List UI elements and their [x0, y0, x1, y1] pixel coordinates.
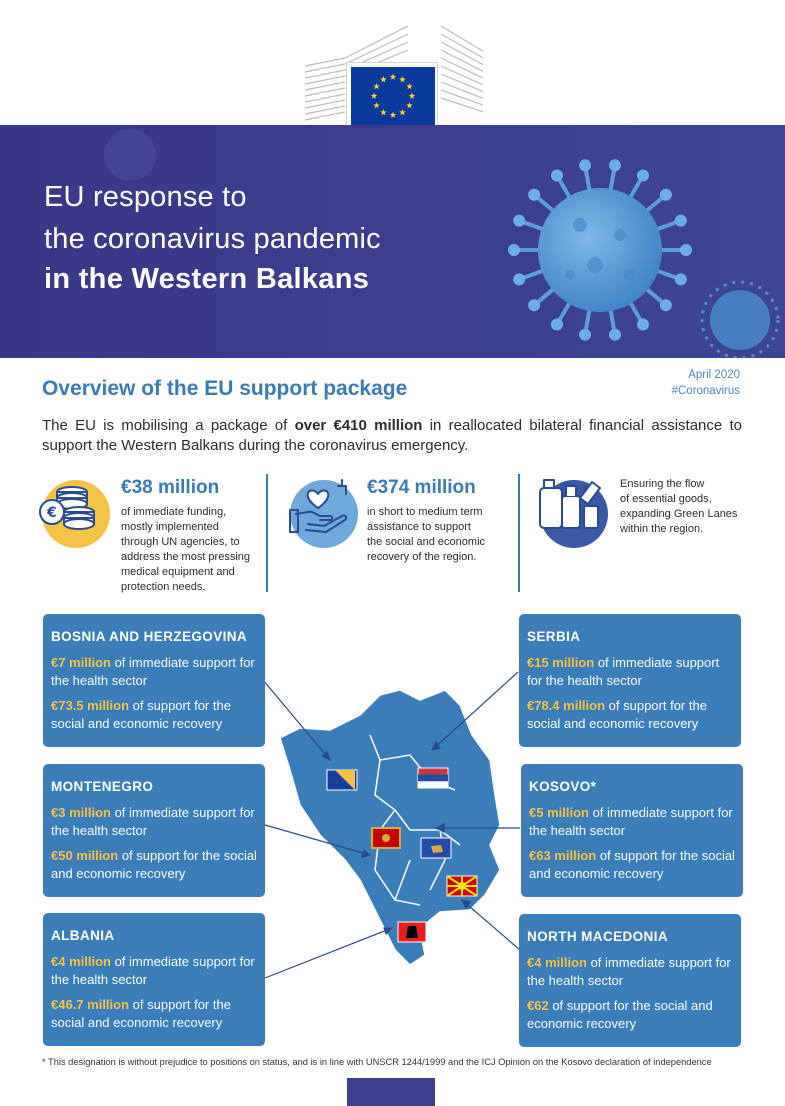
country-box-kosovo — [521, 764, 743, 897]
country-name: ALBANIA — [51, 928, 115, 943]
virus-spike-tip — [528, 189, 540, 201]
health-support — [51, 804, 257, 840]
coins-icon — [42, 480, 110, 548]
recovery-amount: €78.4 million — [527, 698, 606, 713]
health-text: of immediate support for the health sector — [527, 955, 731, 988]
banner-title-line3: in the Western Balkans — [44, 263, 370, 295]
virus-spike-tip — [579, 159, 591, 171]
virus-spike — [646, 197, 663, 211]
svg-text:€: € — [47, 505, 57, 521]
pointer-arrow — [384, 928, 392, 934]
virus-spike-tip — [513, 273, 525, 285]
recovery-text: of support for the social and economic recovery — [529, 848, 735, 881]
virus-spike — [537, 197, 554, 211]
pointer-north-macedonia — [462, 900, 520, 950]
stat1-line: protection needs. — [121, 581, 206, 593]
country-name: KOSOVO* — [529, 779, 597, 794]
essential-goods-icon — [540, 480, 608, 548]
stat3-desc — [620, 477, 737, 537]
virus-spike — [610, 309, 614, 331]
country-box-bosnia — [43, 614, 265, 747]
pointer-albania — [265, 928, 392, 978]
country-name: SERBIA — [527, 629, 581, 644]
virus-spike-tip — [675, 215, 687, 227]
eu-star — [380, 76, 386, 82]
recovery-text: of support for the social and economic recovery — [51, 997, 231, 1030]
eu-star — [409, 93, 415, 99]
virus-spike-tip — [609, 159, 621, 171]
virus-spike-tip — [660, 189, 672, 201]
virus-spike-tip — [675, 273, 687, 285]
pointer-arrow — [436, 824, 444, 832]
health-text: of immediate support for the health sector — [51, 954, 255, 987]
pointer-bih — [263, 680, 330, 760]
stat3-line: within the region. — [620, 523, 704, 535]
virus-spike — [523, 271, 544, 279]
virus-spike — [586, 169, 590, 191]
overview-title: Overview of the EU support package — [42, 377, 408, 400]
stat2-line: assistance to support — [367, 521, 471, 533]
overview-intro — [42, 416, 742, 456]
virus-spike — [559, 302, 570, 321]
virus-spike-tip — [680, 244, 692, 256]
virus-spike — [537, 289, 554, 303]
eu-star — [406, 102, 412, 108]
intro-bold: over €410 million — [294, 417, 423, 434]
health-amount: €4 million — [51, 954, 111, 969]
stat1-line: mostly implemented — [121, 521, 219, 533]
virus-spike-tip — [637, 318, 649, 330]
eu-star — [399, 109, 405, 115]
virus-spike — [656, 222, 677, 230]
recovery-support — [529, 847, 735, 883]
eu-star — [371, 93, 377, 99]
health-support — [51, 654, 257, 690]
recovery-amount: €46.7 million — [51, 997, 130, 1012]
hero-banner — [0, 125, 785, 358]
health-amount: €3 million — [51, 805, 111, 820]
stat2-line: the social and economic — [367, 536, 486, 548]
recovery-text: of support for the social and economic recovery — [51, 698, 231, 731]
eu-star — [373, 102, 379, 108]
hashtag-label: #Coronavirus — [671, 385, 740, 397]
recovery-support — [51, 996, 257, 1032]
pointer-arrow — [462, 900, 470, 908]
flag-north-macedonia — [447, 876, 477, 896]
eu-star — [390, 74, 396, 80]
health-support — [527, 654, 733, 690]
intro-text-1: The EU is mobilising a package of — [42, 417, 295, 434]
footnote: * This designation is without prejudice to positions on status, and is in line with UNSCR 1244/1999 and the ICJ Opinion on the Kosovo declaration of independence — [42, 1057, 712, 1067]
flag-montenegro — [372, 828, 400, 848]
health-amount: €7 million — [51, 655, 111, 670]
stat2-line: recovery of the region. — [367, 551, 477, 563]
flag-bosnia — [327, 770, 357, 790]
pointer-montenegro — [265, 825, 370, 855]
stat1-amount: €38 million — [121, 477, 220, 498]
health-text: of immediate support for the health sector — [51, 655, 255, 688]
recovery-support — [527, 997, 733, 1033]
country-name: MONTENEGRO — [51, 779, 154, 794]
virus-spike — [523, 222, 544, 230]
country-name: NORTH MACEDONIA — [527, 929, 668, 944]
virus-spike — [656, 271, 677, 279]
health-text: of immediate support for the health sector — [527, 655, 720, 688]
stat1-line: through UN agencies, to — [121, 536, 240, 548]
health-support — [51, 953, 257, 989]
recovery-text: of support for the social and economic recovery — [51, 848, 257, 881]
stat1-line: address the most pressing — [121, 551, 251, 563]
flag-serbia — [418, 768, 448, 788]
pointer-arrow — [432, 742, 440, 750]
virus-spike-tip — [551, 318, 563, 330]
health-amount: €4 million — [527, 955, 587, 970]
virus-spike-tip — [551, 170, 563, 182]
virus-spike — [586, 309, 590, 331]
stat2-amount: €374 million — [367, 477, 476, 498]
virus-spike-tip — [528, 299, 540, 311]
health-text: of immediate support for the health sector — [51, 805, 255, 838]
pointer-serbia — [432, 672, 518, 750]
eu-star — [380, 109, 386, 115]
health-text: of immediate support for the health sector — [529, 805, 733, 838]
country-name: BOSNIA AND HERZEGOVINA — [51, 629, 248, 644]
banner-title-line1: EU response to — [44, 181, 247, 213]
stat-divider — [518, 474, 520, 592]
country-box-montenegro — [43, 764, 265, 897]
virus-spike — [630, 179, 641, 198]
virus-spike — [610, 169, 614, 191]
stat1-desc — [121, 505, 250, 595]
flag-kosovo — [421, 838, 451, 858]
recovery-support — [51, 847, 257, 883]
stat2-line: in short to medium term — [367, 506, 483, 518]
hand-heart-icon — [290, 480, 358, 548]
virus-spike-tip — [637, 170, 649, 182]
virus-spike — [646, 289, 663, 303]
stat3-line: Ensuring the flow — [620, 478, 705, 490]
virus-spike-tip — [579, 329, 591, 341]
health-support — [529, 804, 735, 840]
flag-albania — [398, 922, 426, 942]
recovery-amount: €73.5 million — [51, 698, 130, 713]
recovery-amount: €62 — [527, 998, 549, 1013]
country-box-north-macedonia — [519, 914, 741, 1047]
country-box-serbia — [519, 614, 741, 747]
virus-spike — [630, 302, 641, 321]
health-amount: €5 million — [529, 805, 589, 820]
pointer-arrow — [362, 850, 370, 857]
recovery-text: of support for the social and economic recovery — [527, 698, 707, 731]
pointer-arrow — [322, 752, 330, 760]
health-amount: €15 million — [527, 655, 595, 670]
eu-star — [406, 83, 412, 89]
virus-spike-tip — [609, 329, 621, 341]
virus-spike — [559, 179, 570, 198]
banner-title-line2: the coronavirus pandemic — [44, 223, 381, 255]
intro-text-2: in reallocated bilateral financial assistance to support the Western Balkans during the coronavirus emergency. — [42, 417, 742, 454]
recovery-support — [51, 697, 257, 733]
stat-divider — [266, 474, 268, 592]
bottom-bar — [347, 1078, 435, 1106]
recovery-support — [527, 697, 733, 733]
virus-spike-tip — [508, 244, 520, 256]
virus-spike-tip — [513, 215, 525, 227]
small-virus-icon — [690, 275, 785, 358]
map-region — [280, 690, 500, 965]
map-borders — [370, 735, 460, 905]
eu-star — [373, 83, 379, 89]
stat1-line: of immediate funding, — [121, 506, 227, 518]
recovery-text: of support for the social and economic recovery — [527, 998, 713, 1031]
stat3-line: of essential goods, — [620, 493, 712, 505]
overview-date — [672, 367, 740, 399]
eu-star — [390, 112, 396, 118]
recovery-amount: €50 million — [51, 848, 119, 863]
recovery-amount: €63 million — [529, 848, 597, 863]
stat2-desc — [367, 505, 485, 565]
stat1-line: medical equipment and — [121, 566, 235, 578]
date-label: April 2020 — [688, 369, 740, 381]
stat3-line: expanding Green Lanes — [620, 508, 738, 520]
eu-star — [399, 76, 405, 82]
virus-spike-tip — [660, 299, 672, 311]
country-box-albania — [43, 913, 265, 1046]
health-support — [527, 954, 733, 990]
eu-flag-icon — [351, 67, 435, 125]
